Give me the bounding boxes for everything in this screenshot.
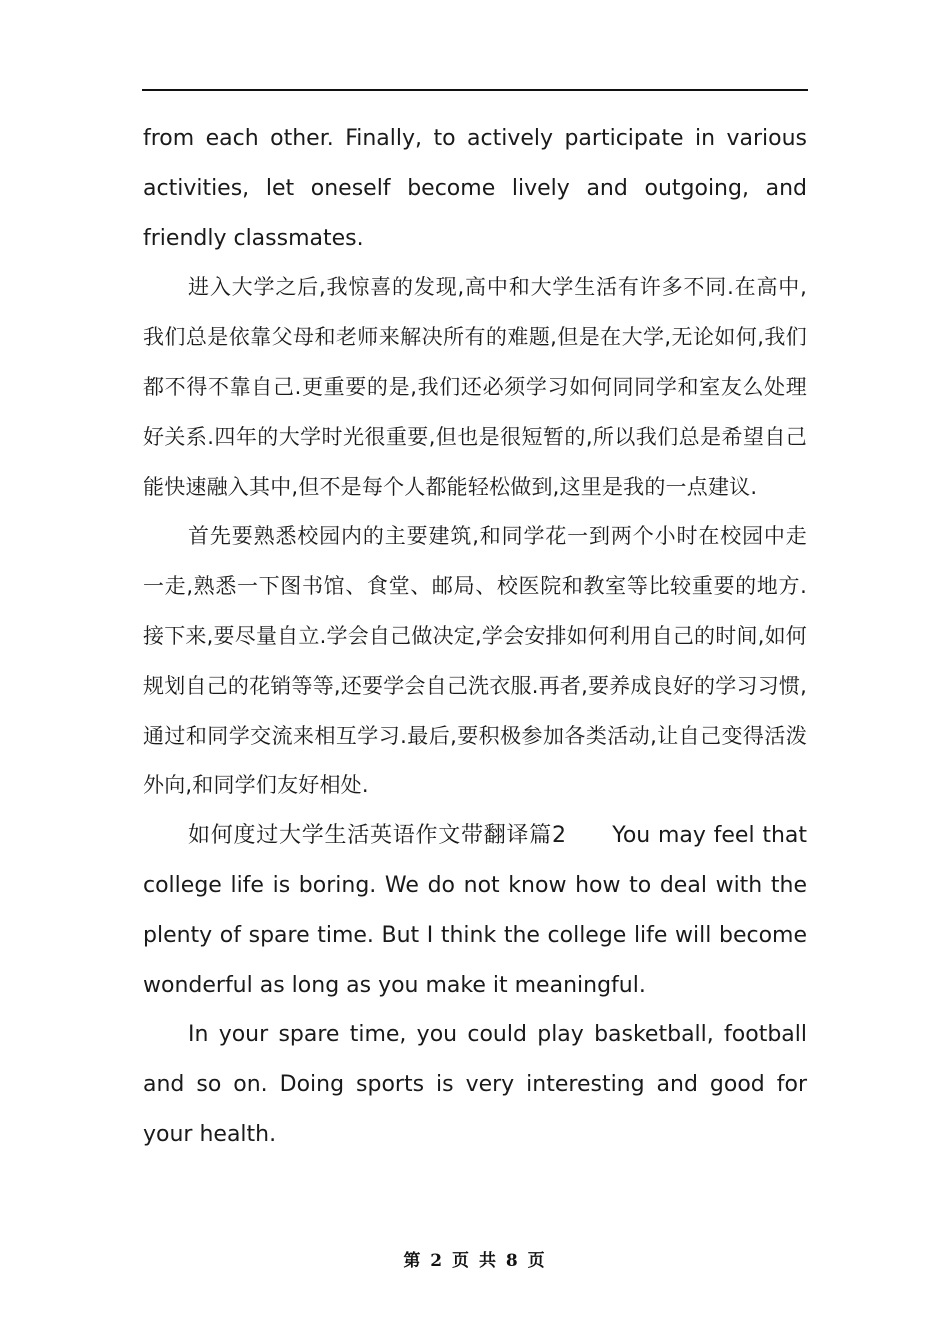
- document-body: [143, 114, 807, 1160]
- paragraph-spare-time: In your spare time, you could play basketball, football and so on. Doing sports is very interesting and good for your health.: [143, 1022, 807, 1147]
- paragraph-essay-2-start: 如何度过大学生活英语作文带翻译篇2 You may feel that college life is boring. We do not know how to deal with the plenty of spare time. But I think the college life will become wonderful as long as you make it meaningful.: [143, 823, 807, 998]
- paragraph-continued-english: from each other. Finally, to actively participate in various activities, let oneself become lively and outgoing, and friendly classmates.: [143, 126, 807, 251]
- paragraph-chinese-suggestions: 首先要熟悉校园内的主要建筑,和同学花一到两个小时在校园中走一走,熟悉一下图书馆、食堂、邮局、校医院和教室等比较重要的地方.接下来,要尽量自立.学会自己做决定,学会安排如何利用自己的时间,如何规划自己的花销等等,还要学会自己洗衣服.再者,要养成良好的学习习惯,通过和同学交流来相互学习.最后,要积极参加各类活动,让自己变得活泼外向,和同学们友好相处.: [143, 524, 807, 798]
- paragraph-chinese-intro: 进入大学之后,我惊喜的发现,高中和大学生活有许多不同.在高中,我们总是依靠父母和老师来解决所有的难题,但是在大学,无论如何,我们都不得不靠自己.更重要的是,我们还必须学习如何同同学和室友么处理好关系.四年的大学时光很重要,但也是很短暂的,所以我们总是希望自己能快速融入其中,但不是每个人都能轻松做到,这里是我的一点建议.: [143, 275, 807, 499]
- header-rule: [142, 89, 808, 91]
- page-number-footer: 第 2 页 共 8 页: [403, 1251, 547, 1271]
